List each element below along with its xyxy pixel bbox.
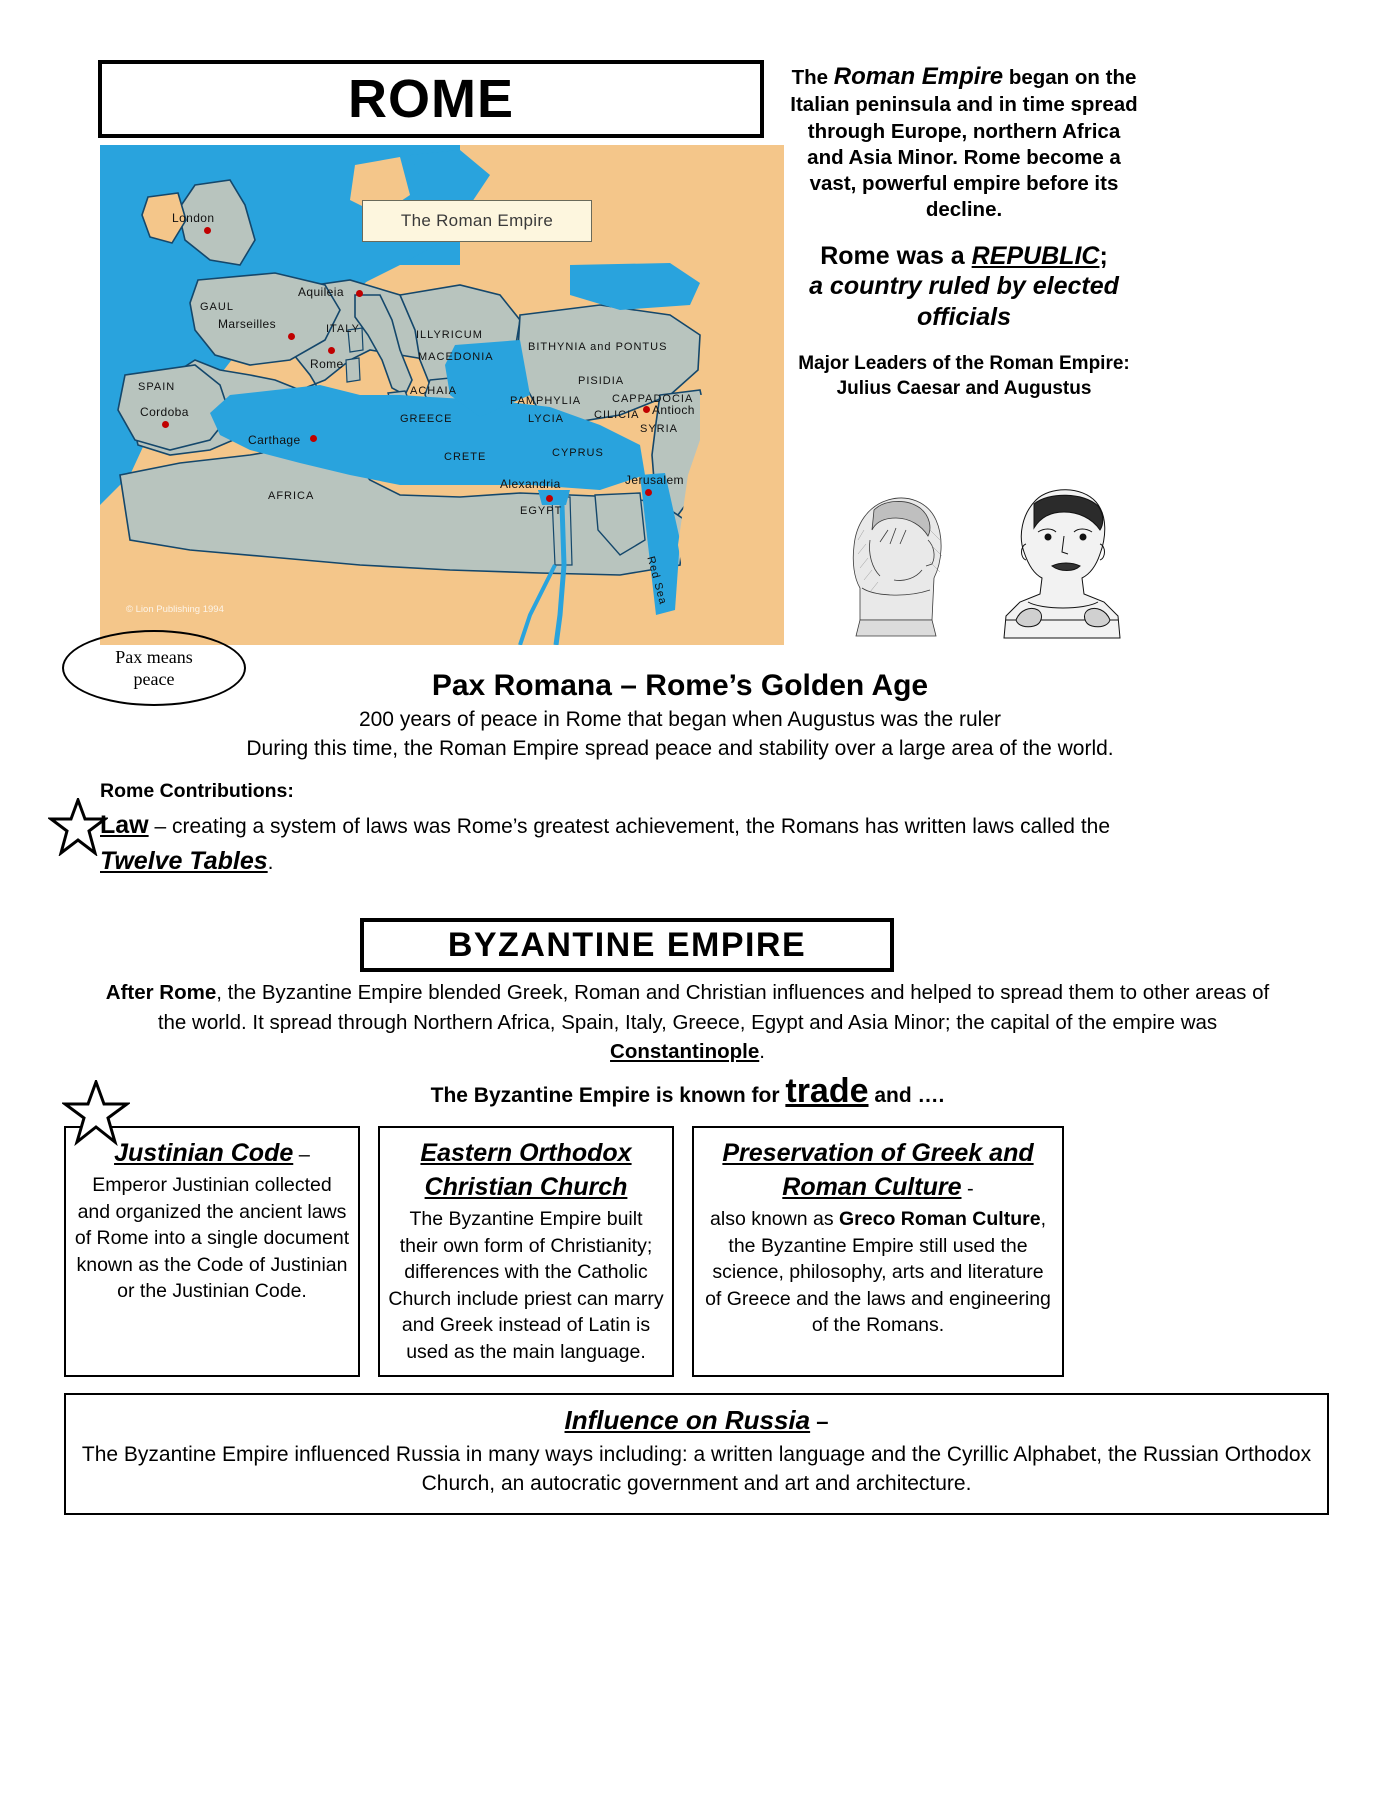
map-region-gaul: GAUL [200,301,234,313]
influence-on-russia-box [64,1393,1329,1515]
intro-lead: The [791,66,834,89]
byzantine-trade-line [95,1072,1280,1111]
pax-oval-line2: peace [133,669,175,689]
rome-intro-column [788,62,1140,402]
pax-romana-section [90,668,1270,763]
column-3-body [702,1206,1054,1339]
map-region-illyricum: ILLYRICUM [416,329,483,341]
influence-heading-wrap [78,1405,1315,1436]
map-city-alexandria: Alexandria [500,477,561,491]
intro-rest: began on the Italian peninsula and in time spread through Europe, northern Africa and Asia Minor. Rome become a vast, powerful empire before its decline. [790,66,1138,221]
map-city-carthage: Carthage [248,433,301,447]
map-city-cordoba: Cordoba [140,405,189,419]
star-icon-byzantine [62,1080,130,1146]
map-region-italy: ITALY [326,323,360,335]
map-region-syria: SYRIA [640,423,679,435]
map-sea-label-red-sea: Red Sea [644,555,669,607]
column-3-heading-wrap [702,1136,1054,1204]
influence-heading-tail: – [810,1409,829,1434]
map-legend-label: The Roman Empire [400,211,554,230]
map-city-dot-antioch [643,406,650,413]
map-city-dot-jerusalem [645,489,652,496]
column-justinian-code [64,1126,360,1377]
map-region-crete: CRETE [444,451,487,463]
influence-heading: Influence on Russia [564,1405,811,1435]
trade-suffix: and …. [868,1084,945,1107]
julius-caesar-bust-image [818,470,970,640]
map-region-pisidia: PISIDIA [578,375,625,387]
map-city-antioch: Antioch [652,403,695,417]
contributions-heading: Rome Contributions: [100,780,294,802]
rome-contributions-section [100,780,1170,880]
column-2-heading-wrap [388,1136,664,1204]
byzantine-paragraph [95,978,1280,1067]
column-eastern-orthodox [378,1126,674,1377]
republic-definition: a country ruled by elected officials [809,272,1119,331]
contributions-twelve-tables: Twelve Tables [100,847,268,876]
contributions-law-after: . [267,851,274,875]
map-city-rome: Rome [310,357,344,371]
byzantine-columns [64,1126,1329,1377]
column-2-heading: Eastern Orthodox Christian Church [420,1139,632,1201]
column-3-heading: Preservation of Greek and Roman Culture [722,1139,1034,1201]
major-leaders-block [788,352,1140,401]
byzantine-title-box [360,918,894,972]
republic-statement [788,241,1140,272]
byzantine-title: BYZANTINE EMPIRE [447,925,807,964]
map-region-pamphylia: PAMPHYLIA [510,395,582,407]
contributions-law-text [100,807,1170,880]
major-leaders-label: Major Leaders of the Roman Empire: [798,353,1130,375]
pax-romana-line1: 200 years of peace in Rome that began when Augustus was the ruler [358,708,1002,731]
column-1-heading-tail: – [293,1144,310,1166]
major-leaders-names: Julius Caesar and Augustus [836,377,1092,399]
map-city-dot-carthage [310,435,317,442]
map-city-dot-alexandria [546,495,553,502]
map-region-cappadocia: CAPPADOCIA [612,393,694,405]
map-region-macedonia: MACEDONIA [418,351,494,363]
intro-emphasis: Roman Empire [833,63,1004,90]
map-region-egypt: EGYPT [520,505,563,517]
map-credit: © Lion Publishing 1994 [126,604,224,615]
column-1-heading: Justinian Code [114,1139,294,1167]
map-region-lycia: LYCIA [528,413,564,425]
column-3-body-after: , the Byzantine Empire still used the science, philosophy, arts and literature of Greece and the laws and engineering of the Romans. [705,1208,1051,1337]
map-city-jerusalem: Jerusalem [625,473,684,487]
rome-title-box [98,60,764,138]
contributions-law-before: – creating a system of laws was Rome’s greatest achievement, the Romans has written laws called the [148,815,1111,838]
byzantine-para-rest1: , the Byzantine Empire blended Greek, Roman and Christian influences and helped to spread them to other areas of the world. It spread through Northern Africa, Spain, Italy, Greece, Egypt and Asia Minor; the capital of the empire was [157,981,1270,1034]
column-1-body: Emperor Justinian collected and organized the ancient laws of Rome into a single document known as the Code of Justinian or the Justinian Code. [74,1174,350,1303]
roman-empire-map [100,145,784,645]
map-city-london: London [172,211,215,225]
map-city-dot-cordoba [162,421,169,428]
page-title: ROME [348,69,514,129]
column-preservation-culture [692,1126,1064,1377]
map-region-cyprus: CYPRUS [552,447,604,459]
map-city-marseilles: Marseilles [218,317,277,331]
column-3-body-bold: Greco Roman Culture [839,1208,1041,1230]
map-city-aquileia: Aquileia [298,285,344,299]
map-city-dot-london [204,227,211,234]
pax-title-main: Pax Romana [431,669,612,702]
contributions-law-keyword: Law [100,811,149,839]
map-region-achaia: ACHAIA [410,385,457,397]
map-legend [362,200,592,242]
leader-portraits [818,470,1138,640]
map-region-bithynia-pontus: BITHYNIA and PONTUS [528,341,668,353]
column-3-body-before: also known as [710,1208,840,1230]
map-region-greece: GREECE [400,413,453,425]
column-3-heading-tail: - [961,1178,974,1200]
map-region-africa: AFRICA [268,490,315,502]
map-region-cilicia: CILICIA [594,409,640,421]
augustus-bust-image [986,470,1138,640]
republic-suffix: ; [1099,241,1108,270]
influence-body: The Byzantine Empire influenced Russia in many ways including: a written language and the Cyrillic Alphabet, the Russian Orthodox Church, an autocratic government and art and architecture. [81,1443,1312,1496]
byzantine-capital: Constantinople [610,1040,760,1064]
pax-title-dash: – [611,669,646,702]
pax-romana-line2: During this time, the Roman Empire spread peace and stability over a large area of the world. [246,737,1114,761]
pax-title-rest: Rome’s Golden Age [645,669,929,702]
trade-prefix: The Byzantine Empire is known for [430,1084,786,1107]
byzantine-para-rest2: . [759,1040,765,1064]
map-city-dot-marseilles [288,333,295,340]
map-city-dot-aquileia [356,290,363,297]
byzantine-para-lead: After Rome [105,981,217,1004]
rome-intro-paragraph [788,62,1140,223]
pax-oval-line1: Pax means [115,646,193,667]
republic-keyword: REPUBLIC [971,241,1100,270]
map-city-dot-rome [328,347,335,354]
map-region-spain: SPAIN [138,381,176,393]
trade-keyword: trade [785,1072,869,1110]
republic-prefix: Rome was a [820,241,972,270]
column-2-body: The Byzantine Empire built their own form of Christianity; differences with the Catholic Church include priest can marry and Greek instead of Latin is used as the main language. [388,1208,664,1363]
star-icon-law [48,798,108,856]
pax-romana-title [90,668,1270,704]
